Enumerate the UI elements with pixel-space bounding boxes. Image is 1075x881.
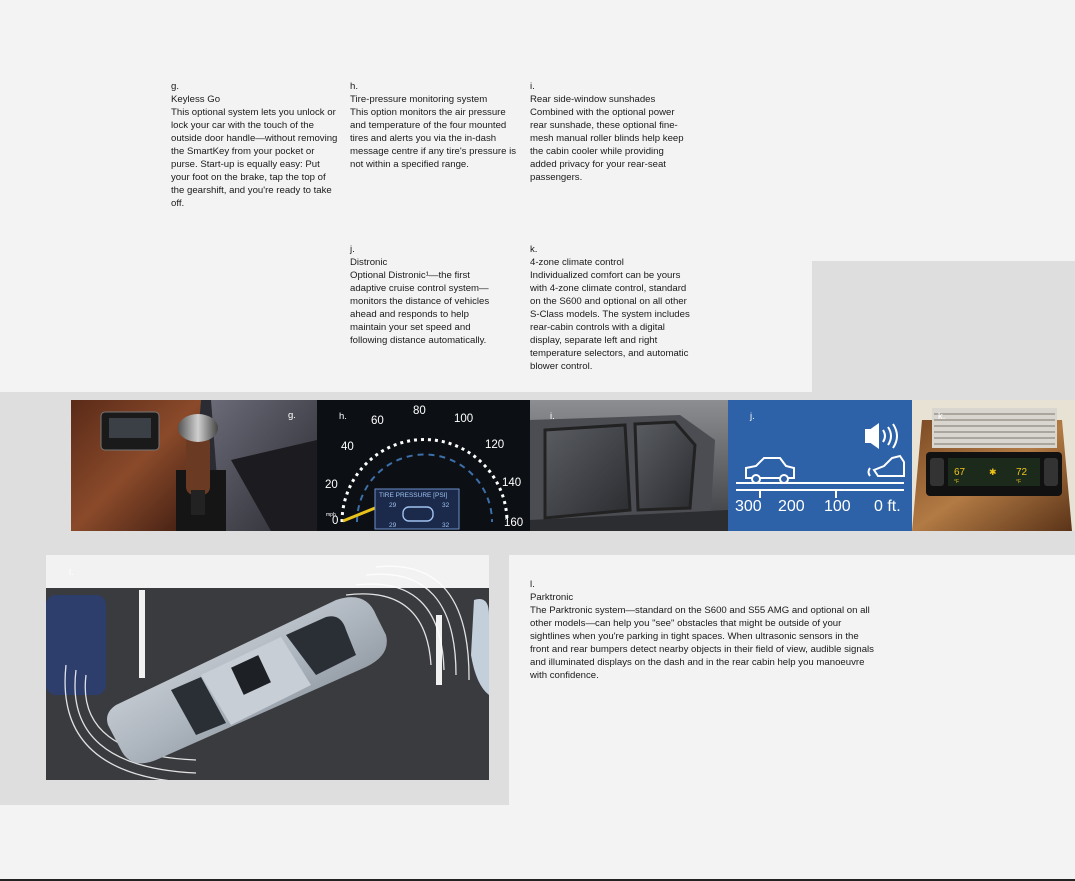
speed-tick: 0 (332, 515, 339, 527)
tire-pressure-value: 32 (442, 502, 450, 509)
tire-pressure-value: 29 (389, 522, 397, 529)
photo-distronic (728, 400, 912, 531)
feature-letter: l. (530, 579, 535, 590)
gearshift-illustration (71, 400, 317, 531)
speed-tick: 160 (504, 517, 524, 529)
distance-label: 100 (824, 498, 851, 515)
speed-tick: 60 (371, 415, 384, 427)
speed-tick: 40 (341, 441, 354, 453)
photo-label: g. (288, 410, 296, 421)
photo-label: l. (69, 567, 74, 578)
photo-label: j. (750, 411, 755, 422)
photo-climate-control (912, 400, 1075, 531)
climate-panel-illustration (912, 400, 1075, 531)
feature-letter: j. (350, 244, 355, 255)
speed-tick: 140 (502, 477, 522, 489)
feature-body: Individualized comfort can be yours with 4-zone climate control, standard on the S600 and optional on all other S-Class models. The system includes rear-cabin controls with a digital display, separate left and right temperature selectors, and automatic blower control. (530, 270, 690, 372)
feature-title: Distronic (350, 257, 388, 268)
feature-climate-control (530, 243, 696, 373)
feature-letter: h. (350, 81, 359, 92)
temp-left: 67 (954, 467, 966, 478)
feature-letter: g. (171, 81, 180, 92)
photo-label: k. (938, 411, 946, 422)
feature-body: Optional Distronic¹—the first adaptive cruise control system—monitors the distance of vehicles ahead and responds to help maintain your set speed and following distance automatically. (350, 270, 490, 346)
distance-label: 200 (778, 498, 805, 515)
feature-body: Combined with the optional power rear sunshade, these optional fine-mesh manual roller blinds help keep the cabin cooler while providing added privacy for your rear-seat passengers. (530, 107, 684, 183)
photo-label: h. (339, 411, 347, 422)
speed-tick: 120 (485, 439, 505, 451)
parking-illustration (46, 555, 489, 780)
photo-parktronic (46, 555, 489, 780)
temp-unit: °F (1016, 479, 1022, 485)
window-illustration (530, 400, 728, 531)
feature-parktronic (530, 578, 874, 682)
feature-title: Parktronic (530, 592, 574, 603)
grey-band-right-top (812, 261, 1075, 393)
feature-title: 4-zone climate control (530, 257, 624, 268)
photo-sunshades (530, 400, 728, 531)
feature-title: Keyless Go (171, 94, 221, 105)
tire-pressure-value: 29 (389, 502, 397, 509)
feature-tire-pressure (350, 80, 518, 171)
feature-sunshades (530, 80, 690, 184)
temp-unit: °F (954, 479, 960, 485)
feature-title: Rear side-window sunshades (530, 94, 656, 105)
speed-tick: 20 (325, 479, 338, 491)
speed-tick: 100 (454, 413, 474, 425)
feature-letter: k. (530, 244, 538, 255)
photo-label: i. (550, 411, 555, 422)
distance-label: 0 ft. (874, 498, 901, 515)
temp-right: 72 (1016, 467, 1028, 478)
feature-letter: i. (530, 81, 535, 92)
photo-tire-pressure (317, 400, 530, 531)
feature-body: This optional system lets you unlock or lock your car with the touch of the outside door handle—without removing the SmartKey from your pocket or purse. Start-up is equally easy: Put your foot on the brake, tap the top of the gearshift, and you're ready to take off. (171, 107, 338, 209)
speed-tick: 80 (413, 405, 426, 417)
tire-pressure-display-title: TIRE PRESSURE [PSI] (379, 492, 448, 499)
feature-body: The Parktronic system—standard on the S600 and S55 AMG and optional on all other models—can help you "see" obstacles that might be outside of your sightlines when you're parking in tight spaces. When ultrasonic sensors in the front and rear bumpers detect nearby objects in their field of view, audible signals and illuminated displays on the dash and in the rear cabin help you manoeuvre with confidence. (530, 605, 874, 681)
distance-label: 300 (735, 498, 762, 515)
tire-pressure-value: 32 (442, 522, 450, 529)
distronic-display-illustration (728, 400, 912, 531)
fan-icon: ✱ (989, 467, 997, 477)
speedometer-illustration (317, 400, 530, 531)
speed-unit: mph (326, 512, 336, 518)
feature-distronic (350, 243, 502, 347)
feature-keyless-go (171, 80, 339, 210)
photo-keyless-go (71, 400, 317, 531)
feature-body: This option monitors the air pressure and temperature of the four mounted tires and alerts you via the in-dash message centre if any tire's pressure is not within a specified range. (350, 107, 517, 170)
feature-title: Tire-pressure monitoring system (350, 94, 488, 105)
